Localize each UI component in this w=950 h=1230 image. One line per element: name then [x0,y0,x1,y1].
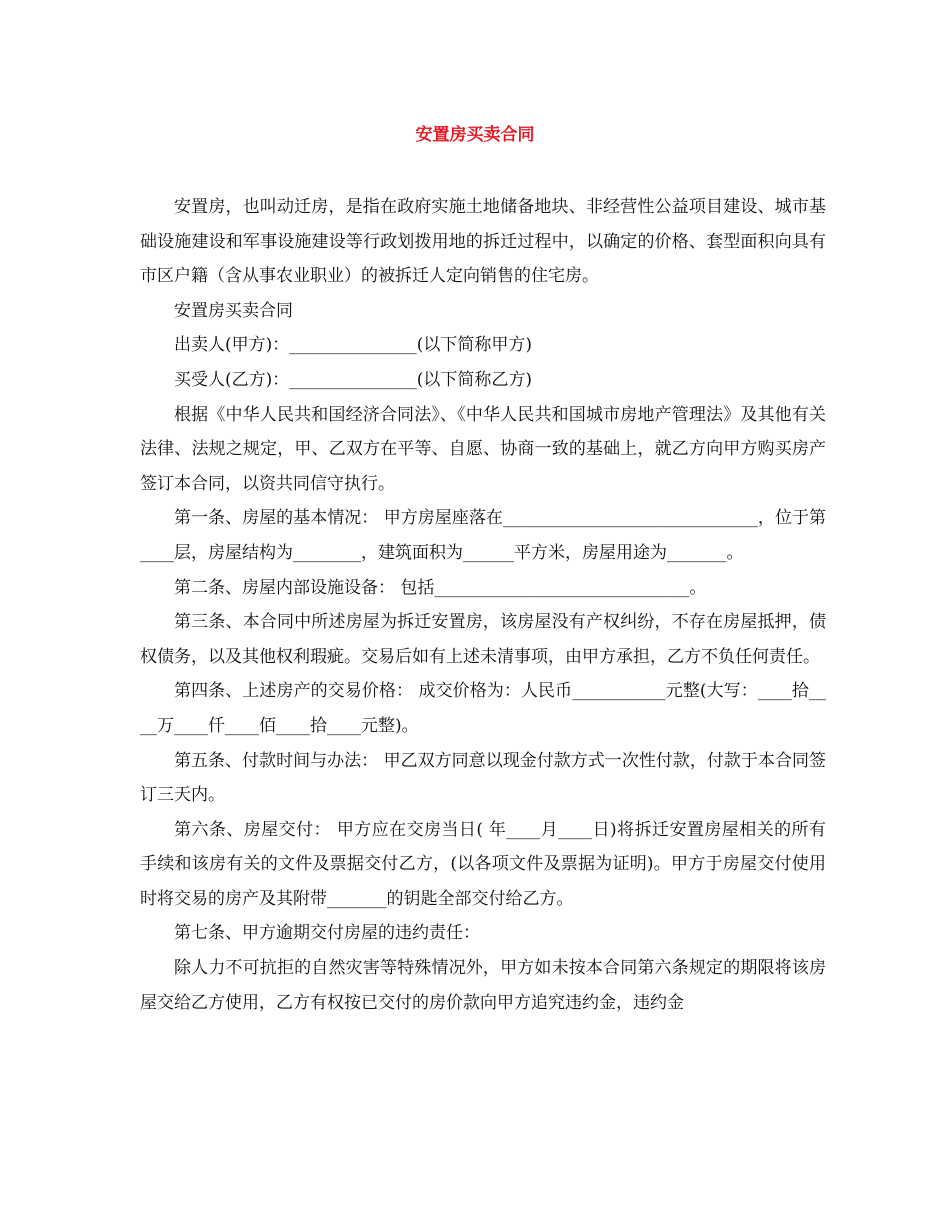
paragraph-seller: 出卖人(甲方)：_______________(以下简称甲方) [174,335,533,356]
paragraph-legal-basis: 根据《中华人民共和国经济合同法》、《中华人民共和国城市房地产管理法》及其他有关法律、法规之规定，甲、乙双方在平等、自愿、协商一致的基础上，就乙方向甲方购买房产签订本合同，以资共同信守执行。 [140,404,826,494]
paragraph-article-1: 第一条、房屋的基本情况： 甲方房屋座落在______________________________，位于第____层，房屋结构为________，建筑面积为______平方米，房屋用途为_______。 [140,508,826,563]
paragraph-article-3: 第三条、本合同中所述房屋为拆迁安置房，该房屋没有产权纠纷，不存在房屋抵押，债权债务，以及其他权利瑕疵。交易后如有上述未清事项，由甲方承担，乙方不负任何责任。 [140,612,826,667]
document-title: 安置房买卖合同 [415,125,535,145]
paragraph-contract-heading: 安置房买卖合同 [174,300,293,321]
paragraph-article-4: 第四条、上述房产的交易价格： 成交价格为：人民币___________元整(大写：____拾____万____仟____佰____拾____元整)。 [140,681,826,736]
paragraph-article-5: 第五条、付款时间与办法： 甲乙双方同意以现金付款方式一次性付款，付款于本合同签订三天内。 [140,750,826,806]
paragraph-article-7-body: 除人力不可抗拒的自然灾害等特殊情况外，甲方如未按本合同第六条规定的期限将该房屋交给乙方使用，乙方有权按已交付的房价款向甲方追究违约金，违约金 [140,958,826,1013]
paragraph-article-6: 第六条、房屋交付： 甲方应在交房当日( 年____月____日)将拆迁安置房屋相关的所有手续和该房有关的文件及票据交付乙方，(以各项文件及票据为证明)。甲方于房屋交付使用时将交易的房产及其附带_______的钥匙全部交付给乙方。 [140,819,826,909]
paragraph-buyer: 买受人(乙方)：_______________(以下简称乙方) [174,369,533,390]
document-body [140,190,826,1020]
paragraph-intro: 安置房，也叫动迁房，是指在政府实施土地储备地块、非经营性公益项目建设、城市基础设施建设和军事设施建设等行政划拨用地的拆迁过程中，以确定的价格、套型面积向具有市区户籍（含从事农业职业）的被拆迁人定向销售的住宅房。 [140,197,826,287]
paragraph-article-7: 第七条、甲方逾期交付房屋的违约责任： [174,923,480,944]
paragraph-article-2: 第二条、房屋内部设施设备： 包括______________________________。 [174,577,707,598]
